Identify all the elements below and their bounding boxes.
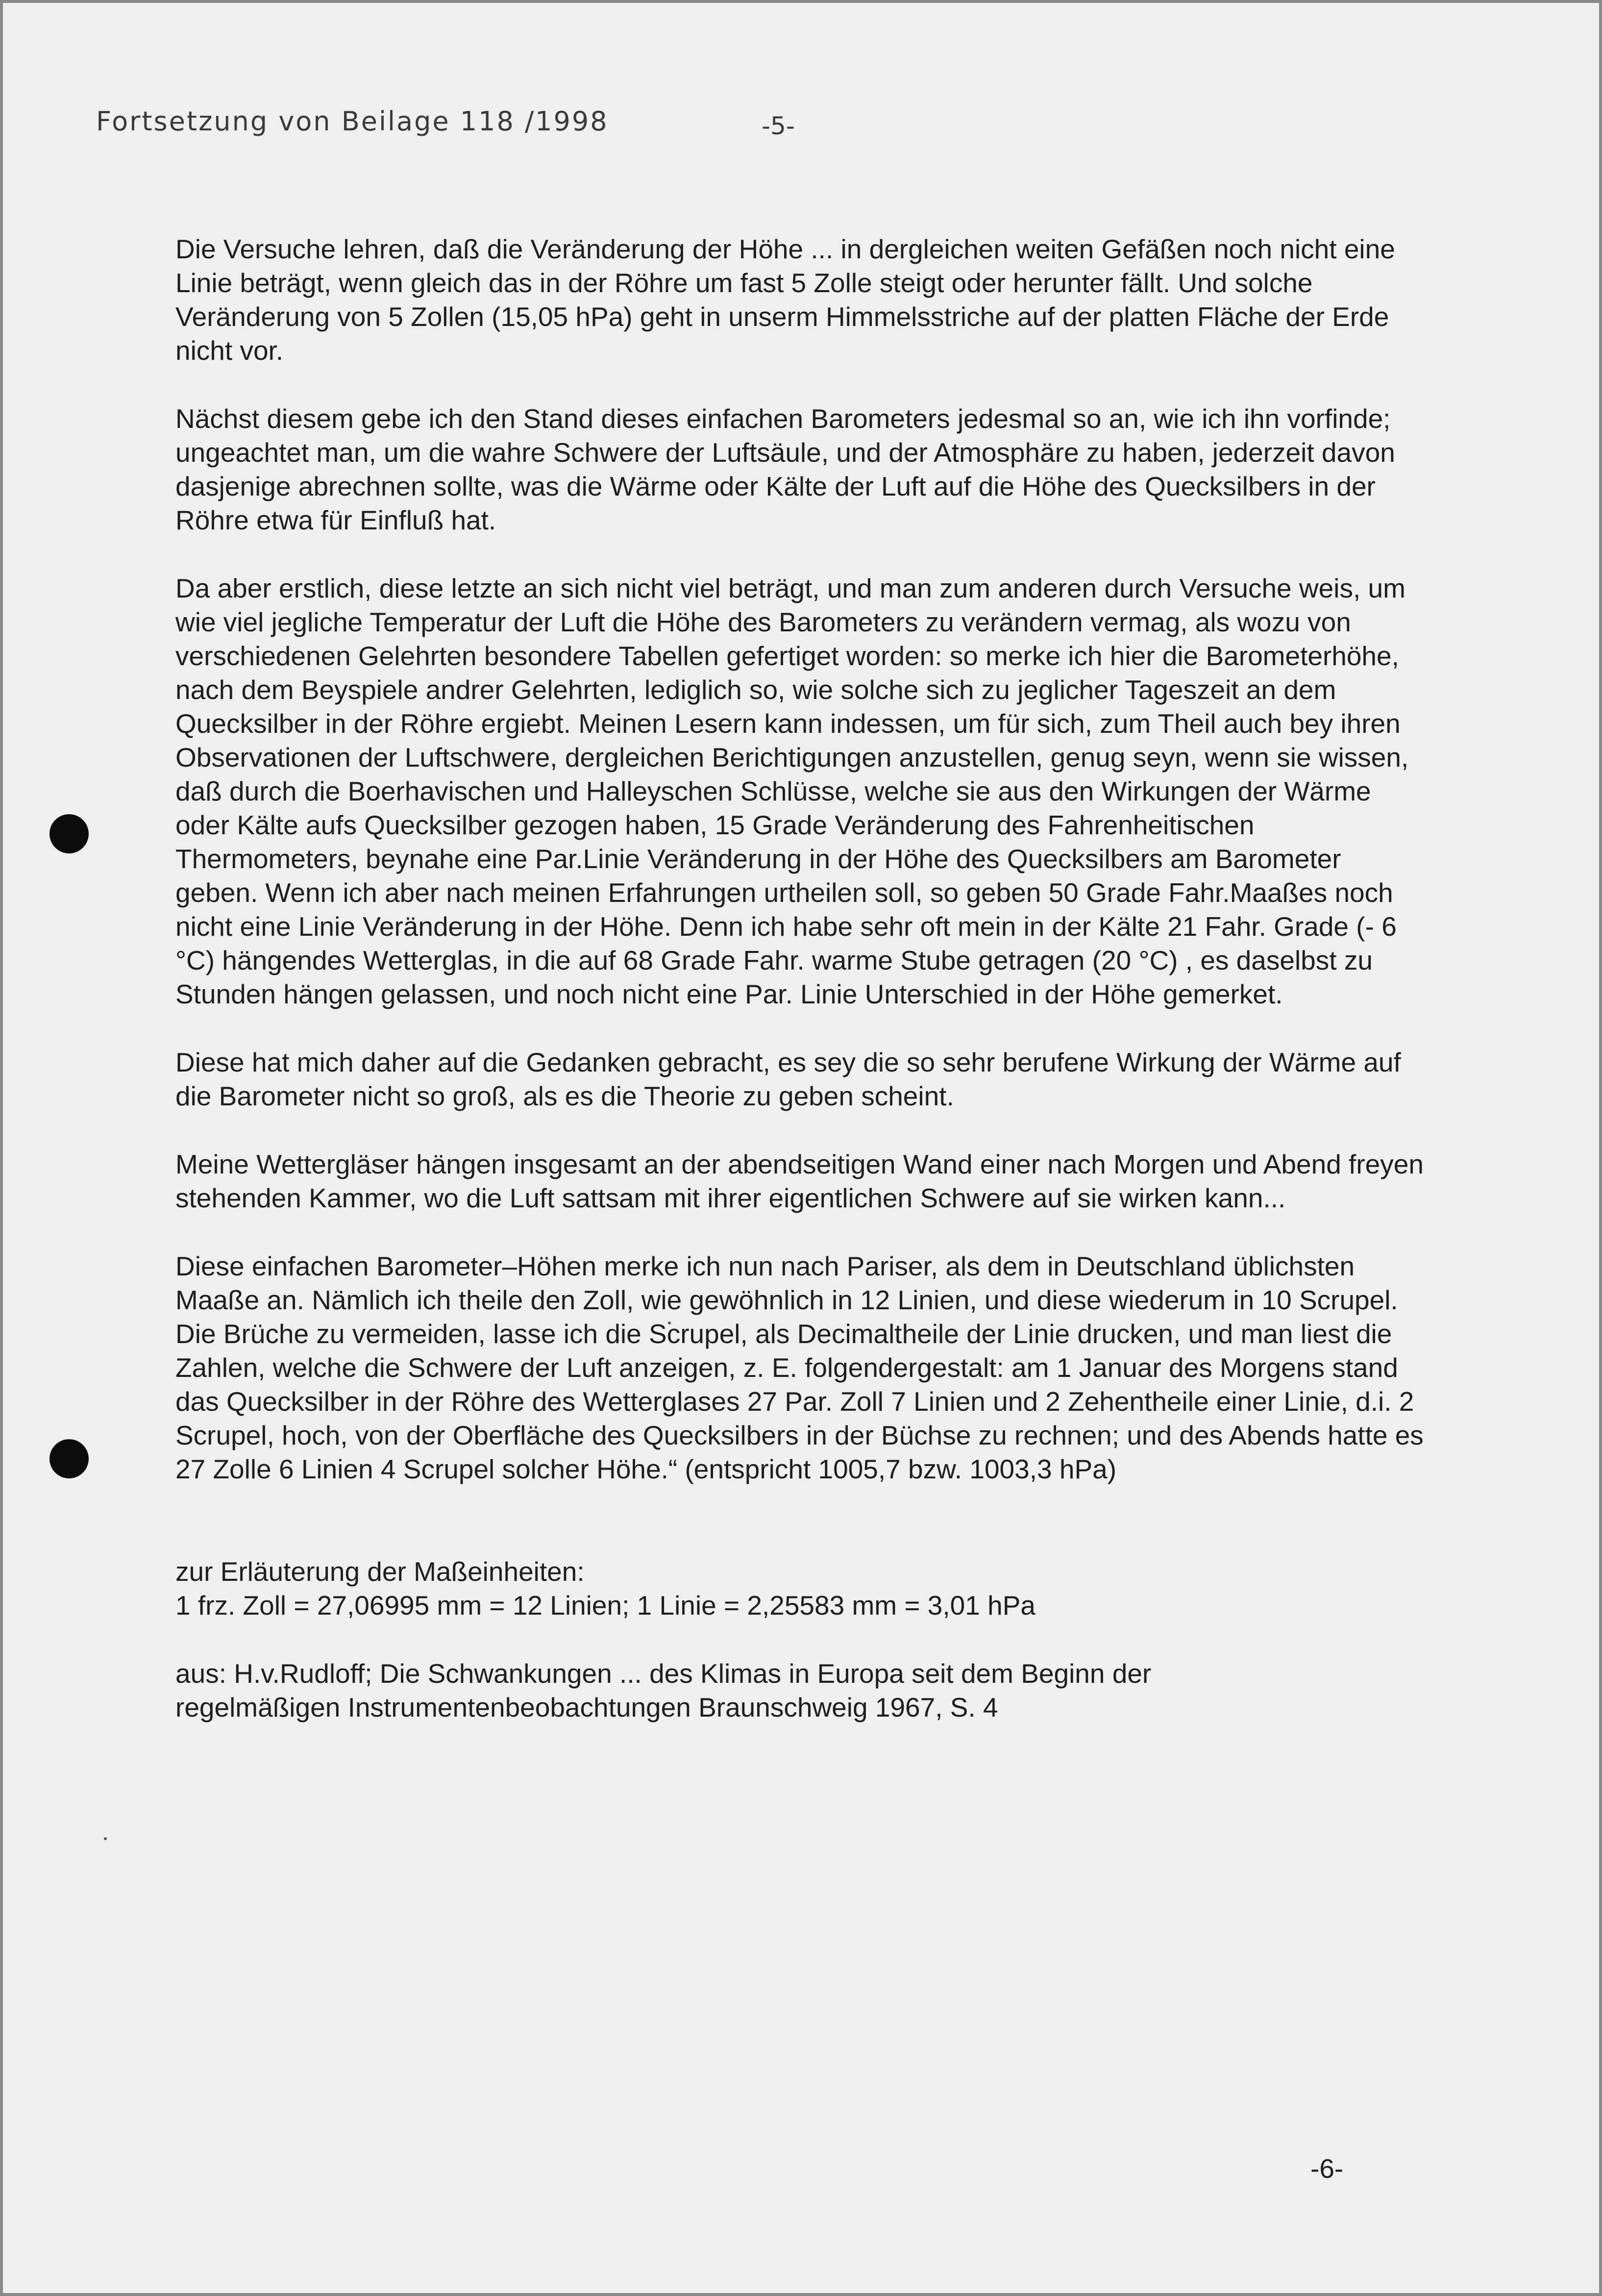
scan-speck bbox=[104, 1837, 107, 1840]
paragraph: Meine Wettergläser hängen insgesamt an der abendseitigen Wand einer nach Morgen und Abend freyen stehenden Kammer, wo die Luft sattsam mit ihrer eigentlichen Schwere auf sie wirken kann... bbox=[175, 1149, 1424, 1213]
source-line-1: aus: H.v.Rudloff; Die Schwankungen ... des Klimas in Europa seit dem Beginn der bbox=[175, 1658, 1152, 1689]
units-note bbox=[175, 1555, 1430, 1622]
paragraph: Da aber erstlich, diese letzte an sich nicht viel beträgt, und man zum anderen durch Versuche weis, um wie viel jegliche Temperatur der Luft die Höhe des Barometers zu verändern vermag, als wozu von verschiedenen Gelehrten besondere Tabellen gefertiget worden: so merke ich hier die Barometerhöhe, nach dem Beyspiele andrer Gelehrten, lediglich so, wie solche sich zu jeglicher Tageszeit an dem Quecksilber in der Röhre ergiebt. Meinen Lesern kann indessen, um für sich, zum Theil auch bey ihren Observationen der Luftschwere, dergleichen Berichtigungen anzustellen, genug seyn, wenn sie wissen, daß durch die Boerhavischen und Halleyschen Schlüsse, welche sie aus den Wirkungen der Wärme oder Kälte aufs Quecksilber gezogen haben, 15 Grade Veränderung des Fahrenheitischen Thermometers, beynahe eine Par.Linie Veränderung in der Höhe des Quecksilbers am Barometer geben. Wenn ich aber nach meinen Erfahrungen urtheilen soll, so geben 50 Grade Fahr.Maaßes noch nicht eine Linie Veränderung in der Höhe. Denn ich habe sehr oft mein in der Kälte 21 Fahr. Grade (- 6 °C) hängendes Wetterglas, in die auf 68 Grade Fahr. warme Stube getragen (20 °C) , es daselbst zu Stunden hängen gelassen, und noch nicht eine Par. Linie Unterschied in der Höhe gemerket. bbox=[175, 573, 1409, 1009]
source-citation bbox=[175, 1657, 1430, 1724]
page-number-bottom: -6- bbox=[1310, 2153, 1344, 2184]
punch-hole-bottom bbox=[49, 1439, 89, 1478]
page-number-top: -5- bbox=[762, 112, 795, 140]
paragraph: Diese einfachen Barometer–Höhen merke ich nun nach Pariser, als dem in Deutschland üblichsten Maaße an. Nämlich ich theile den Zoll, wie gewöhnlich in 12 Linien, und diese wiederum in 10 Scrupel. Die Brüche zu vermeiden, lasse ich die Scrupel, als Decimaltheile der Linie drucken, und man liest die Zahlen, welche die Schwere der Luft anzeigen, z. E. folgendergestalt: am 1 Januar des Morgens stand das Quecksilber in der Röhre des Wetterglases 27 Par. Zoll 7 Linien und 2 Zehentheile einer Linie, d.i. 2 Scrupel, hoch, von der Oberfläche des Quecksilbers in der Büchse zu rechnen; und des Abends hatte es 27 Zolle 6 Linien 4 Scrupel solcher Höhe.“ (entspricht 1005,7 bzw. 1003,3 hPa) bbox=[175, 1251, 1424, 1484]
units-note-values: 1 frz. Zoll = 27,06995 mm = 12 Linien; 1 Linie = 2,25583 mm = 3,01 hPa bbox=[175, 1590, 1035, 1621]
document-body bbox=[175, 232, 1430, 1759]
paragraph: Nächst diesem gebe ich den Stand dieses einfachen Barometers jedesmal so an, wie ich ihn vorfinde; ungeachtet man, um die wahre Schwere der Luftsäule, und der Atmosphäre zu haben, jederzeit davon dasjenige abrechnen sollte, was die Wärme oder Kälte der Luft auf die Höhe des Quecksilbers in der Röhre etwa für Einfluß hat. bbox=[175, 403, 1395, 535]
paragraph: Die Versuche lehren, daß die Veränderung der Höhe ... in dergleichen weiten Gefäßen noch nicht eine Linie beträgt, wenn gleich das in der Röhre um fast 5 Zolle steigt oder herunter fällt. Und solche Veränderung von 5 Zollen (15,05 hPa) geht in unserm Himmelsstriche auf der platten Fläche der Erde nicht vor. bbox=[175, 234, 1395, 366]
paragraph: Diese hat mich daher auf die Gedanken gebracht, es sey die so sehr berufene Wirkung der Wärme auf die Barometer nicht so groß, als es die Theorie zu geben scheint. bbox=[175, 1047, 1401, 1111]
document-header: Fortsetzung von Beilage 118 /1998 bbox=[96, 106, 609, 137]
units-note-title: zur Erläuterung der Maßeinheiten: bbox=[175, 1556, 585, 1587]
source-line-2: regelmäßigen Instrumentenbeobachtungen Braunschweig 1967, S. 4 bbox=[175, 1692, 998, 1722]
punch-hole-top bbox=[49, 814, 89, 853]
